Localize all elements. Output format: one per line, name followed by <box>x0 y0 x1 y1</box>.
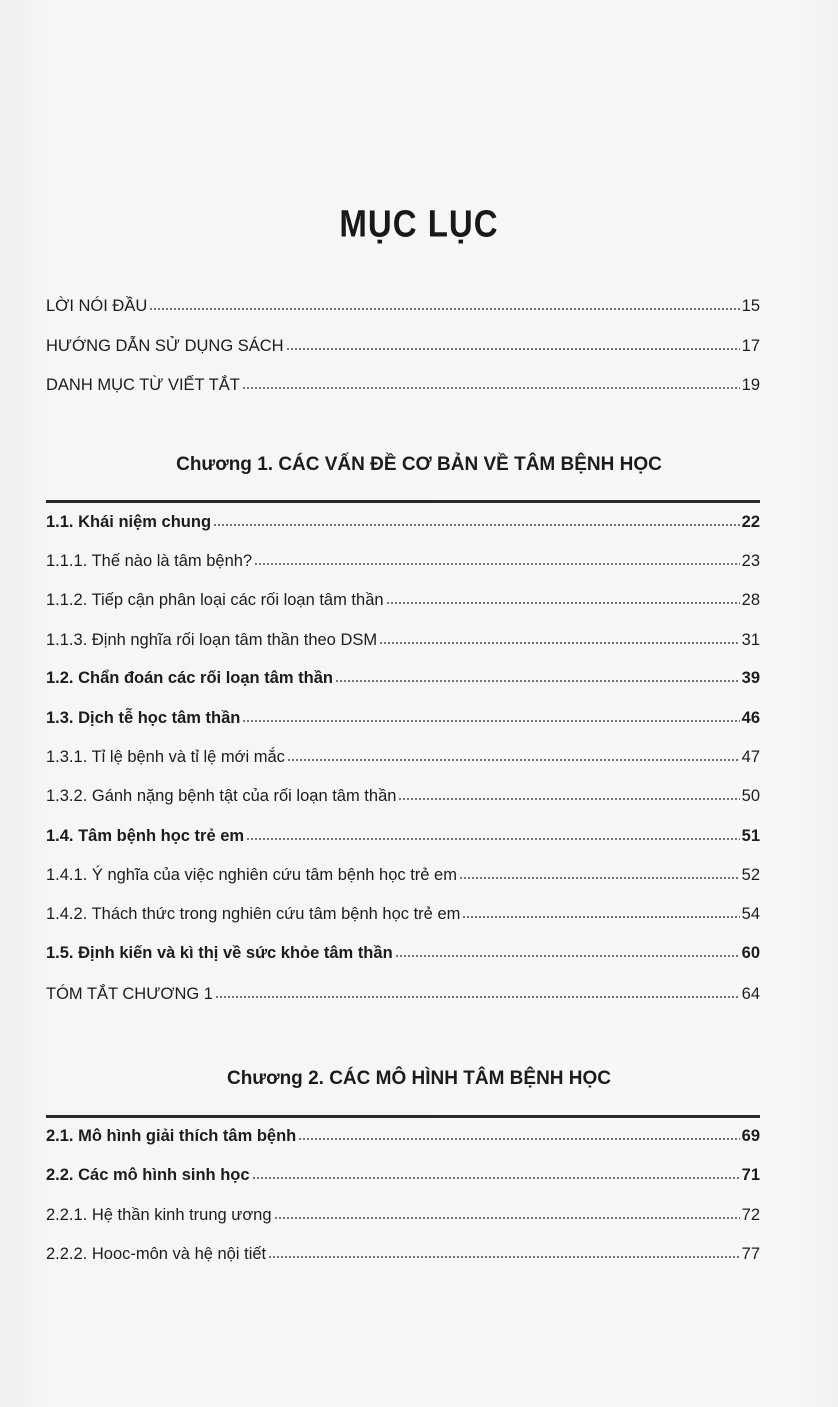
toc-page-number: 17 <box>741 337 760 355</box>
leader-dots <box>149 307 739 311</box>
toc-entry-label: 1.3.1. Tỉ lệ bệnh và tỉ lệ mới mắc <box>46 748 285 766</box>
toc-page-number: 50 <box>741 787 760 805</box>
toc-page-number: 51 <box>741 827 760 845</box>
toc-page-number: 28 <box>741 591 760 609</box>
toc-entry-label: 1.4.2. Thách thức trong nghiên cứu tâm bệnh học trẻ em <box>46 905 461 923</box>
chapter-heading: Chương 2. CÁC MÔ HÌNH TÂM BỆNH HỌC <box>226 1068 612 1089</box>
leader-dots <box>242 719 739 723</box>
toc-entry[interactable] <box>46 1124 760 1146</box>
toc-entry[interactable] <box>46 863 760 885</box>
toc-entry[interactable] <box>46 745 760 767</box>
toc-entry[interactable] <box>46 706 760 728</box>
toc-entry-label: 2.1. Mô hình giải thích tâm bệnh <box>46 1127 297 1145</box>
leader-dots <box>459 876 740 880</box>
leader-dots <box>213 523 740 527</box>
toc-page-number: 69 <box>741 1127 760 1145</box>
toc-page-number: 23 <box>741 552 760 570</box>
toc-entry[interactable] <box>46 628 760 650</box>
toc-entry-label: TÓM TẮT CHƯƠNG 1 <box>46 985 213 1003</box>
toc-page-number: 60 <box>741 944 760 962</box>
toc-page-number: 22 <box>741 513 760 531</box>
leader-dots <box>252 1176 740 1180</box>
chapter-rule <box>46 500 760 503</box>
toc-entry-label: LỜI NÓI ĐẦU <box>46 297 148 315</box>
leader-dots <box>298 1137 739 1141</box>
leader-dots <box>254 562 740 566</box>
toc-entry[interactable] <box>46 1203 760 1225</box>
leader-dots <box>274 1216 740 1220</box>
leader-dots <box>268 1255 740 1259</box>
toc-entry-front-matter[interactable] <box>46 294 760 316</box>
toc-entry[interactable] <box>46 941 760 963</box>
toc-entry[interactable] <box>46 902 760 924</box>
leader-dots <box>287 758 740 762</box>
leader-dots <box>286 347 740 351</box>
leader-dots <box>215 995 740 999</box>
leader-dots <box>386 601 740 605</box>
chapter-heading: Chương 1. CÁC VẤN ĐỀ CƠ BẢN VỀ TÂM BỆNH HỌC <box>176 454 662 475</box>
leader-dots <box>398 797 739 801</box>
leader-dots <box>395 954 740 958</box>
toc-page-number: 72 <box>741 1206 760 1224</box>
toc-entry-label: 1.5. Định kiến và kì thị về sức khỏe tâm thần <box>46 944 393 962</box>
toc-entry[interactable] <box>46 666 760 688</box>
leader-dots <box>335 679 740 683</box>
toc-entry[interactable] <box>46 784 760 806</box>
toc-entry[interactable] <box>46 982 760 1004</box>
toc-entry-front-matter[interactable] <box>46 334 760 356</box>
toc-entry-front-matter[interactable] <box>46 373 760 395</box>
leader-dots <box>462 915 739 919</box>
toc-entry-label: 1.3.2. Gánh nặng bệnh tật của rối loạn tâm thần <box>46 787 397 805</box>
toc-entry[interactable] <box>46 1242 760 1264</box>
toc-page-number: 52 <box>741 866 760 884</box>
toc-entry[interactable] <box>46 1163 760 1185</box>
toc-entry[interactable] <box>46 510 760 532</box>
leader-dots <box>242 386 740 390</box>
toc-entry[interactable] <box>46 549 760 571</box>
toc-entry-label: 1.1. Khái niệm chung <box>46 513 212 531</box>
toc-entry-label: 2.2.1. Hệ thần kinh trung ương <box>46 1206 272 1224</box>
toc-page-number: 19 <box>741 376 760 394</box>
toc-page-number: 71 <box>741 1166 760 1184</box>
toc-page-number: 47 <box>741 748 760 766</box>
toc-entry-label: 1.4. Tâm bệnh học trẻ em <box>46 827 245 845</box>
toc-entry-label: 1.1.1. Thế nào là tâm bệnh? <box>46 552 253 570</box>
toc-page-number: 15 <box>741 297 760 315</box>
chapter-rule <box>46 1115 760 1118</box>
toc-entry-label: 1.1.2. Tiếp cận phân loại các rối loạn tâm thần <box>46 591 384 609</box>
toc-entry-label: 1.1.3. Định nghĩa rối loạn tâm thần theo DSM <box>46 631 378 649</box>
toc-page-number: 77 <box>741 1245 760 1263</box>
toc-entry-label: HƯỚNG DẪN SỬ DỤNG SÁCH <box>46 337 284 355</box>
toc-page-number: 64 <box>741 985 760 1003</box>
page-title: MỤC LỤC <box>339 202 499 245</box>
toc-entry-label: 1.3. Dịch tễ học tâm thần <box>46 709 241 727</box>
toc-page-number: 46 <box>741 709 760 727</box>
toc-entry-label: 1.2. Chẩn đoán các rối loạn tâm thần <box>46 669 333 687</box>
toc-page-number: 31 <box>741 631 760 649</box>
leader-dots <box>379 641 740 645</box>
toc-entry[interactable] <box>46 824 760 846</box>
toc-entry[interactable] <box>46 588 760 610</box>
toc-entry-label: 1.4.1. Ý nghĩa của việc nghiên cứu tâm bệnh học trẻ em <box>46 866 457 884</box>
toc-page-number: 54 <box>741 905 760 923</box>
toc-page-number: 39 <box>741 669 760 687</box>
leader-dots <box>246 837 740 841</box>
toc-entry-label: 2.2.2. Hooc-môn và hệ nội tiết <box>46 1245 267 1263</box>
toc-entry-label: DANH MỤC TỪ VIẾT TẮT <box>46 376 240 394</box>
toc-entry-label: 2.2. Các mô hình sinh học <box>46 1166 250 1184</box>
